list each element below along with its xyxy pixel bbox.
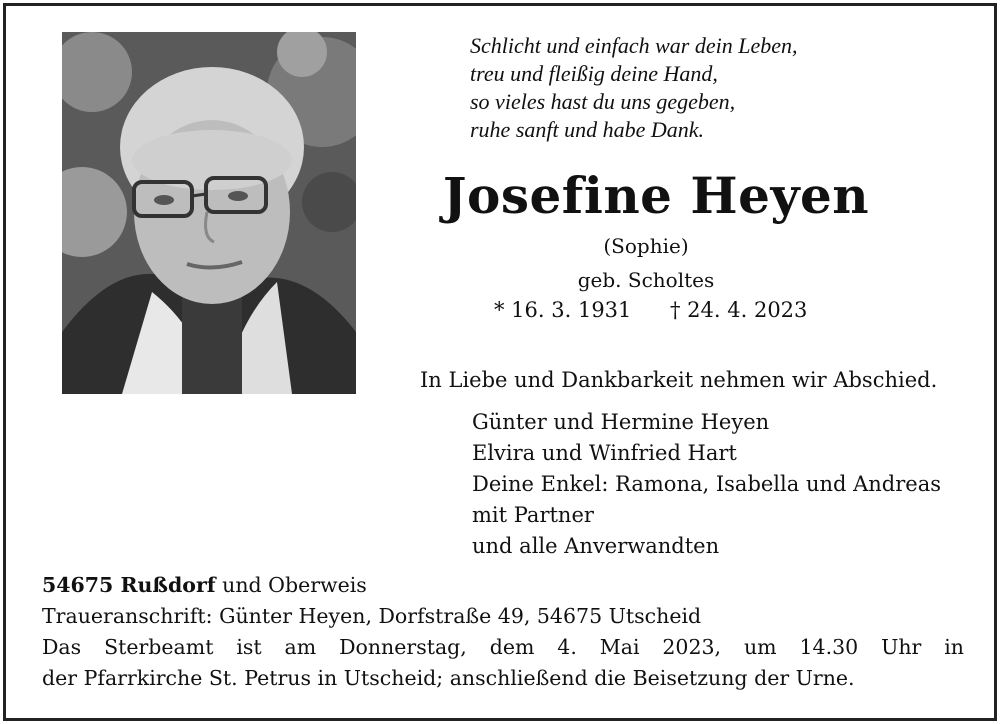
service-line: Das Sterbeamt ist am Donnerstag, dem 4. Mai 2023, um 14.30 Uhr in <box>42 635 964 659</box>
poem-line: Schlicht und einfach war dein Leben, <box>470 33 798 58</box>
poem <box>470 32 798 144</box>
portrait-illustration <box>62 32 356 394</box>
farewell-text: In Liebe und Dankbarkeit nehmen wir Abschied. <box>420 368 938 392</box>
poem-line: ruhe sanft und habe Dank. <box>470 117 705 142</box>
location-rest: und Oberweis <box>215 573 367 597</box>
birth-date: * 16. 3. 1931 <box>494 298 632 322</box>
mourner-line: Elvira und Winfried Hart <box>472 441 737 465</box>
location-town: 54675 Rußdorf <box>42 573 216 597</box>
death-date: † 24. 4. 2023 <box>670 298 808 322</box>
mourners-list <box>472 407 941 562</box>
deceased-name: Josefine Heyen <box>442 166 870 225</box>
poem-line: so vieles hast du uns gegeben, <box>470 89 736 114</box>
mourner-line: mit Partner <box>472 503 594 527</box>
service-line: der Pfarrkirche St. Petrus in Utscheid; anschließend die Beisetzung der Urne. <box>42 666 855 690</box>
address-line: Traueranschrift: Günter Heyen, Dorfstraße 49, 54675 Utscheid <box>42 604 702 628</box>
mourner-line: und alle Anverwandten <box>472 534 720 558</box>
obituary-notice <box>3 3 997 721</box>
bottom-info <box>42 570 964 694</box>
portrait-photo <box>62 32 356 394</box>
mourner-line: Deine Enkel: Ramona, Isabella und Andreas <box>472 472 942 496</box>
poem-line: treu und fleißig deine Hand, <box>470 61 718 86</box>
mourner-line: Günter und Hermine Heyen <box>472 410 770 434</box>
deceased-nickname: (Sophie) <box>603 234 689 258</box>
deceased-birth-name: geb. Scholtes <box>577 268 715 292</box>
location-line <box>42 570 964 601</box>
